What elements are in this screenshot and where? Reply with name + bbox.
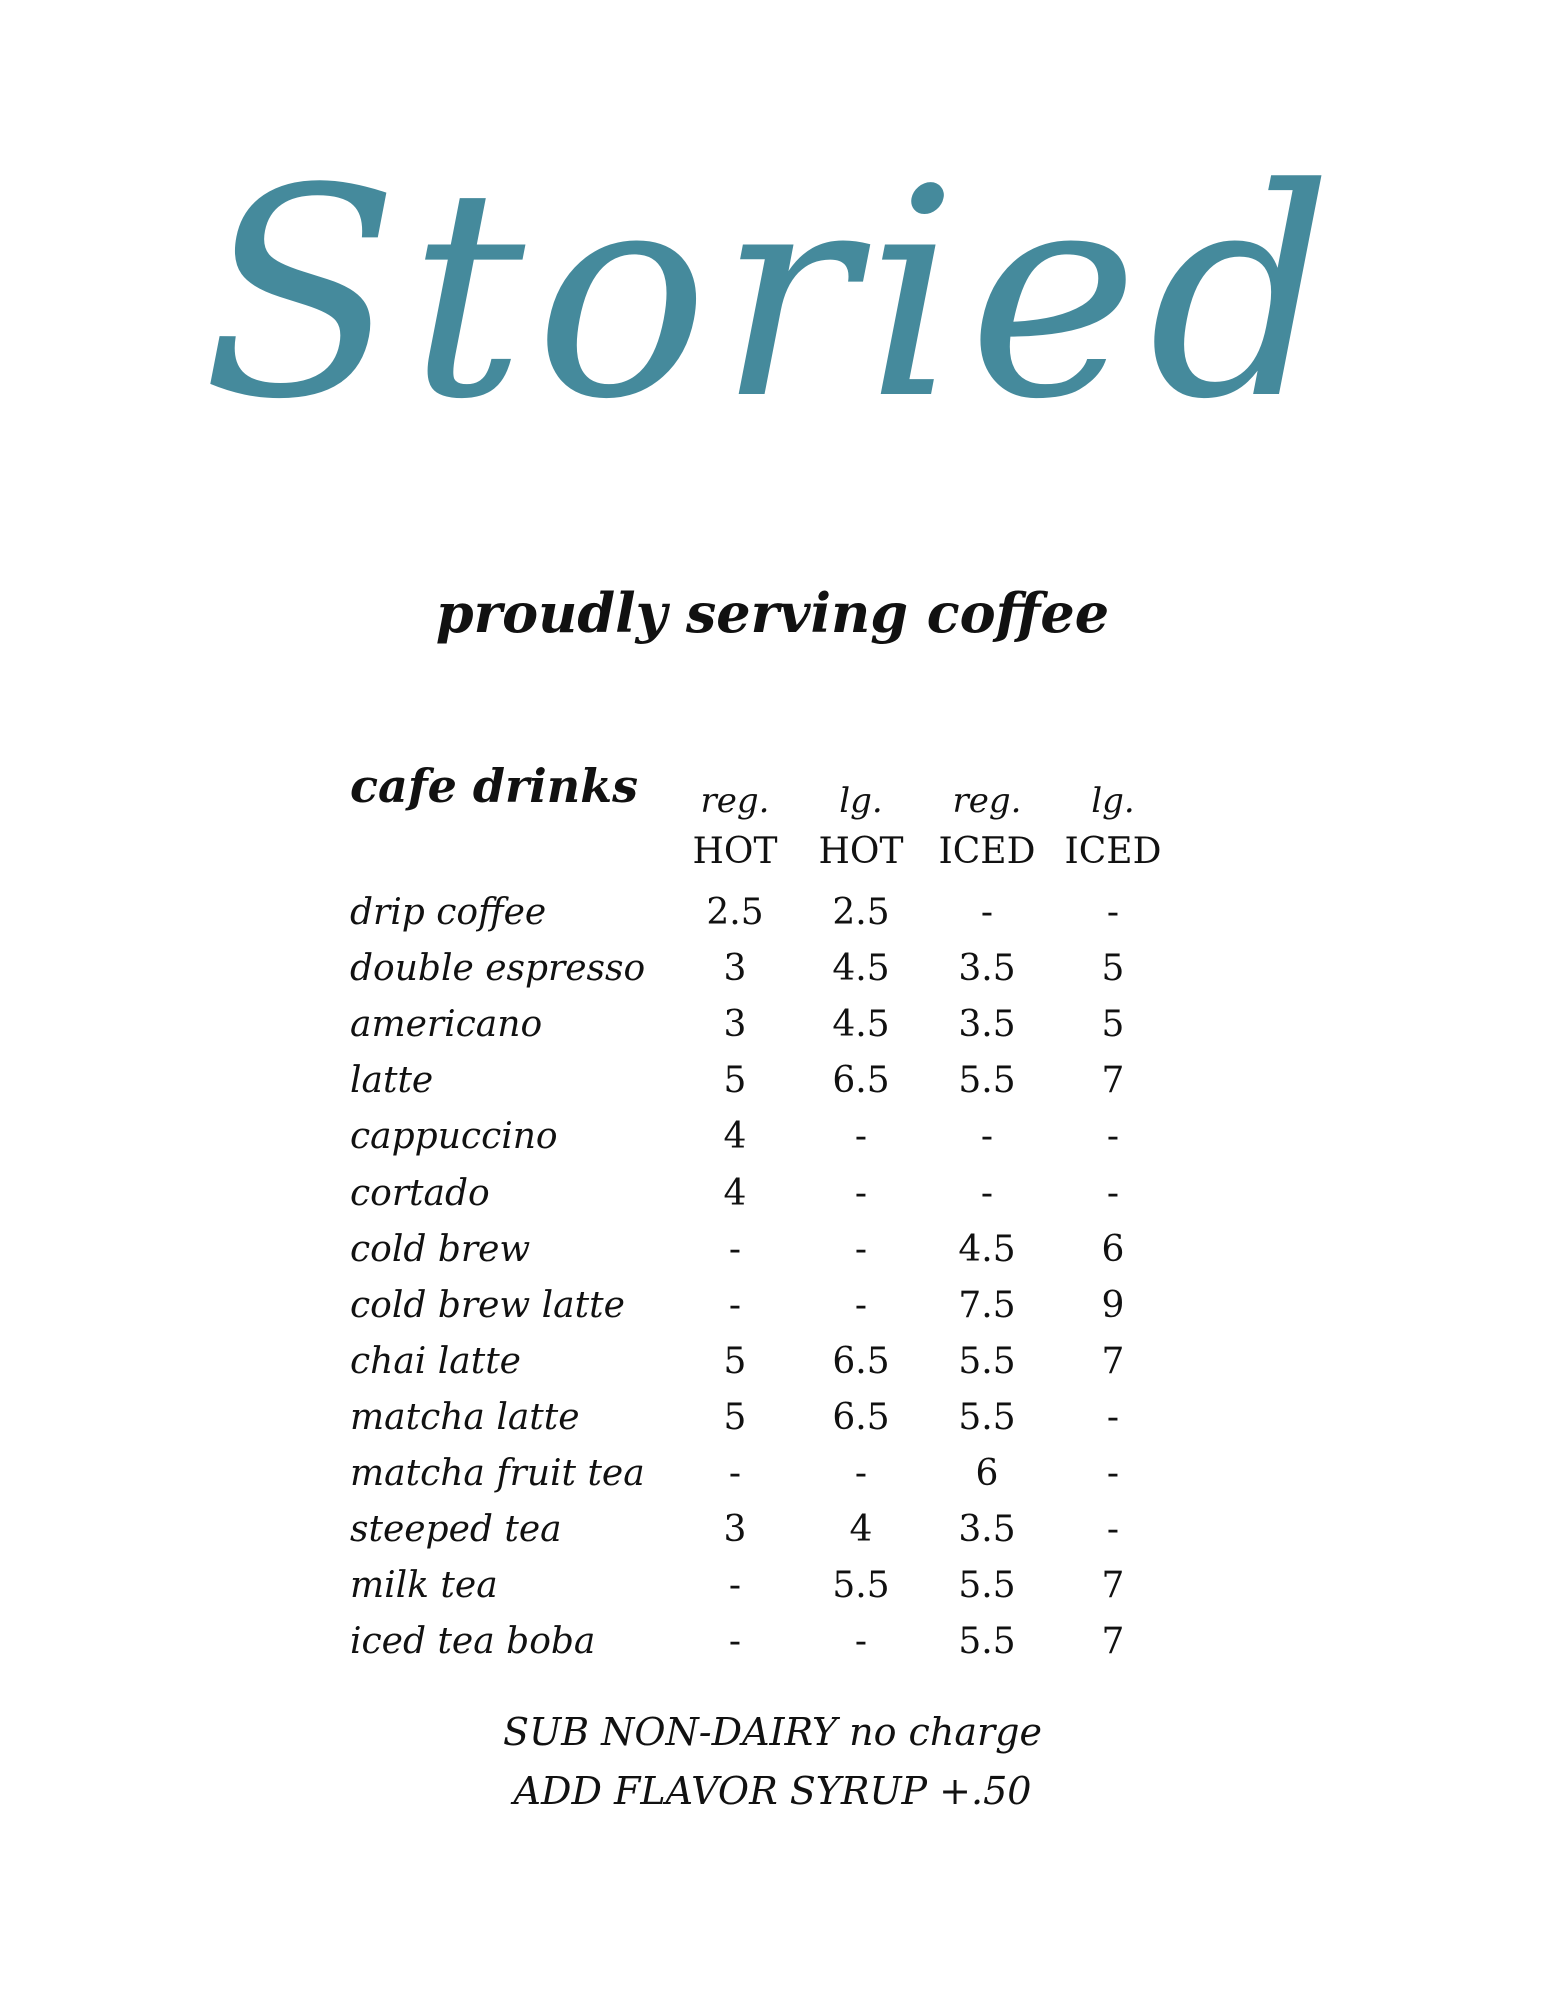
- price-cell: -: [854, 1228, 868, 1270]
- price-cell: -: [1106, 1116, 1120, 1158]
- table-row: [0, 1334, 1545, 1390]
- price-cell: 7.5: [958, 1284, 1016, 1326]
- table-row: [0, 1502, 1545, 1558]
- price-cell: 4.5: [832, 948, 890, 990]
- price-cell: 7: [1101, 1621, 1125, 1663]
- drink-name: drip coffee: [350, 892, 547, 933]
- price-cell: 3: [723, 1004, 747, 1046]
- price-cell: 5.5: [832, 1565, 890, 1607]
- column-temp-label: HOT: [818, 831, 904, 872]
- table-row: [0, 1614, 1545, 1670]
- price-cell: 6: [1101, 1228, 1125, 1270]
- price-cell: -: [980, 1116, 994, 1158]
- column-header: [665, 776, 805, 878]
- price-cell: 5.5: [958, 1396, 1016, 1438]
- price-cell: 4.5: [958, 1228, 1016, 1270]
- price-cell: 2.5: [832, 892, 890, 933]
- price-cell: 5.5: [958, 1621, 1016, 1663]
- column-header: [1043, 776, 1183, 878]
- price-cell: -: [854, 1621, 868, 1663]
- drink-name: cappuccino: [350, 1116, 558, 1158]
- table-row: [0, 1109, 1545, 1165]
- price-cell: -: [854, 1453, 868, 1494]
- drink-name: double espresso: [350, 948, 646, 990]
- price-cell: 4.5: [832, 1004, 890, 1046]
- flavor-syrup-note: ADD FLAVOR SYRUP +.50: [513, 1769, 1032, 1813]
- price-cell: -: [728, 1565, 742, 1607]
- price-cell: -: [1106, 1509, 1120, 1551]
- table-row: [0, 1222, 1545, 1278]
- drink-name: milk tea: [350, 1565, 498, 1607]
- price-cell: -: [1106, 1453, 1120, 1494]
- price-cell: 6.5: [832, 1396, 890, 1438]
- column-temp-label: HOT: [692, 831, 778, 872]
- price-cell: 6.5: [832, 1340, 890, 1382]
- table-row: [0, 1278, 1545, 1334]
- price-cell: 3.5: [958, 948, 1016, 990]
- price-cell: 6: [975, 1453, 999, 1494]
- tagline: proudly serving coffee: [435, 581, 1110, 645]
- drink-name: cold brew latte: [350, 1284, 625, 1326]
- price-cell: -: [1106, 1172, 1120, 1214]
- table-row: [0, 1166, 1545, 1222]
- price-cell: -: [1106, 892, 1120, 933]
- table-row: [0, 1053, 1545, 1109]
- column-temp-label: ICED: [938, 831, 1036, 872]
- column-size-label: reg.: [952, 781, 1022, 821]
- price-cell: -: [980, 1172, 994, 1214]
- drink-name: matcha fruit tea: [350, 1453, 645, 1494]
- price-cell: 5: [723, 1340, 747, 1382]
- price-cell: 7: [1101, 1340, 1125, 1382]
- table-row: [0, 1558, 1545, 1614]
- price-cell: -: [1106, 1396, 1120, 1438]
- price-cell: 5: [723, 1060, 747, 1102]
- drink-name: steeped tea: [350, 1509, 562, 1551]
- price-cell: 5.5: [958, 1565, 1016, 1607]
- price-cell: 4: [723, 1116, 747, 1158]
- price-cell: 4: [723, 1172, 747, 1214]
- price-cell: -: [728, 1453, 742, 1494]
- price-cell: 3: [723, 1509, 747, 1551]
- price-cell: -: [980, 892, 994, 933]
- table-row: [0, 1446, 1545, 1502]
- price-cell: 5.5: [958, 1340, 1016, 1382]
- column-size-label: reg.: [700, 781, 770, 821]
- table-row: [0, 997, 1545, 1053]
- drink-name: matcha latte: [350, 1396, 580, 1438]
- column-header: [917, 776, 1057, 878]
- price-cell: 9: [1101, 1284, 1125, 1326]
- price-cell: 5: [1101, 1004, 1125, 1046]
- price-cell: 3.5: [958, 1509, 1016, 1551]
- non-dairy-note: SUB NON-DAIRY no charge: [503, 1710, 1042, 1754]
- drink-name: latte: [350, 1060, 434, 1102]
- price-cell: -: [728, 1284, 742, 1326]
- price-cell: 4: [849, 1509, 873, 1551]
- table-row: [0, 1390, 1545, 1446]
- drink-name: americano: [350, 1004, 543, 1046]
- price-cell: -: [854, 1172, 868, 1214]
- price-cell: 7: [1101, 1565, 1125, 1607]
- price-cell: 3: [723, 948, 747, 990]
- price-cell: 5.5: [958, 1060, 1016, 1102]
- drink-name: iced tea boba: [350, 1621, 596, 1663]
- brand-title: Storied: [202, 127, 1343, 462]
- price-cell: -: [728, 1228, 742, 1270]
- price-cell: -: [854, 1116, 868, 1158]
- column-header: [791, 776, 931, 878]
- price-cell: -: [854, 1284, 868, 1326]
- column-temp-label: ICED: [1064, 831, 1162, 872]
- price-cell: 7: [1101, 1060, 1125, 1102]
- section-title: cafe drinks: [350, 759, 638, 813]
- drink-name: cortado: [350, 1172, 490, 1214]
- drink-name: cold brew: [350, 1228, 531, 1270]
- price-cell: 2.5: [706, 892, 764, 933]
- price-cell: 3.5: [958, 1004, 1016, 1046]
- price-cell: 5: [723, 1396, 747, 1438]
- drink-name: chai latte: [350, 1340, 521, 1382]
- price-cell: 6.5: [832, 1060, 890, 1102]
- price-cell: -: [728, 1621, 742, 1663]
- table-row: [0, 941, 1545, 997]
- price-cell: 5: [1101, 948, 1125, 990]
- column-size-label: lg.: [839, 781, 883, 821]
- column-size-label: lg.: [1091, 781, 1135, 821]
- table-row: [0, 885, 1545, 941]
